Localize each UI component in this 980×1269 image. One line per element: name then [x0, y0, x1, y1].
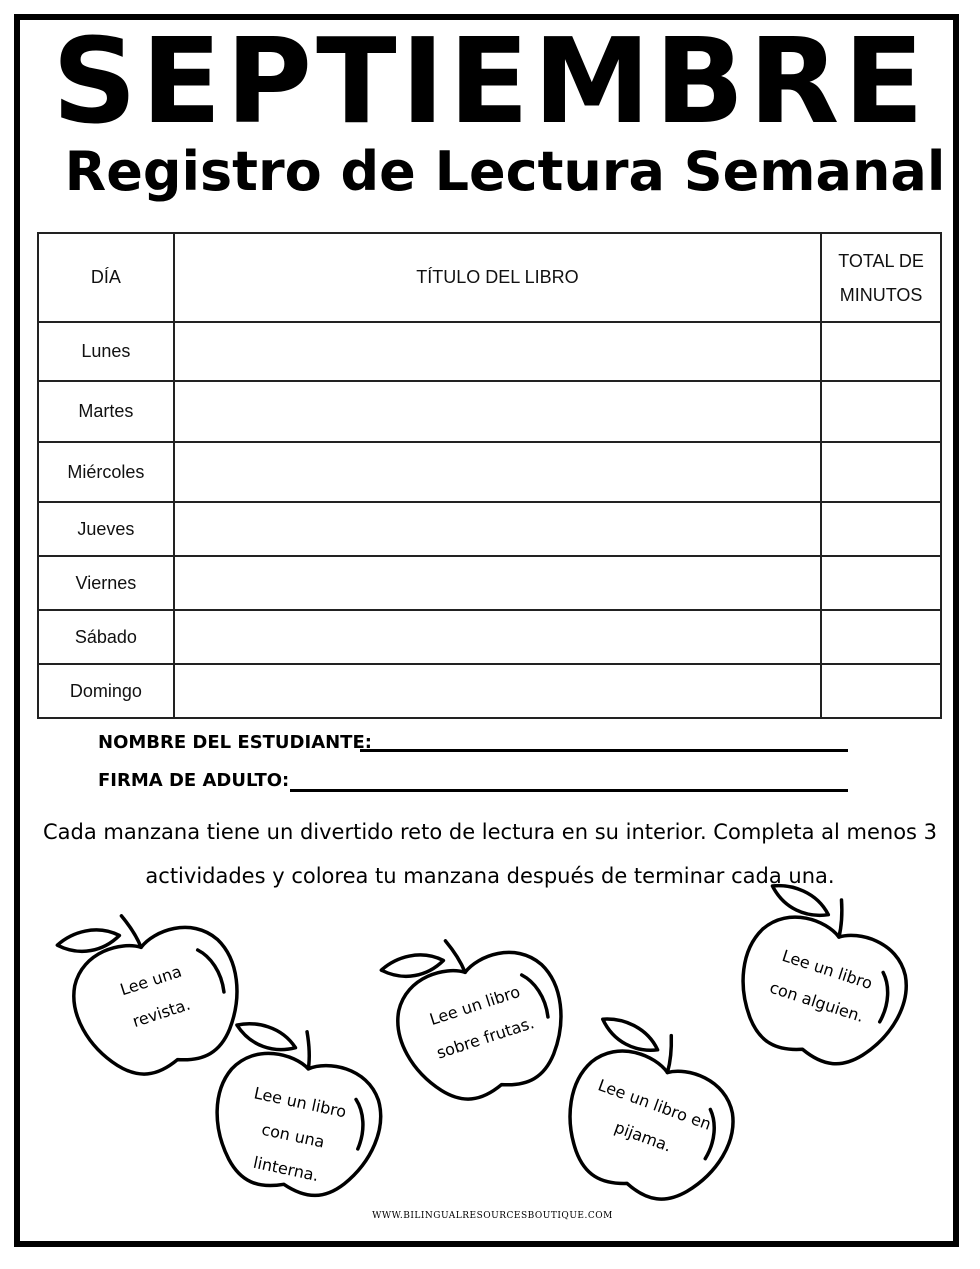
adult-signature-label: FIRMA DE ADULTO: — [98, 770, 290, 791]
minutes-cell[interactable] — [821, 664, 941, 718]
day-cell: Lunes — [38, 322, 174, 381]
table-row — [38, 502, 941, 556]
apple-challenge-text: Lee un libro con una linterna. — [251, 1083, 349, 1186]
minutes-cell[interactable] — [821, 556, 941, 610]
book-title-cell[interactable] — [174, 664, 821, 718]
apple-challenge-card[interactable] — [196, 1012, 403, 1215]
table-row — [38, 381, 941, 442]
table-row — [38, 664, 941, 718]
page-title: SEPTIEMBRE — [52, 12, 928, 150]
instructions-text: Cada manzana tiene un divertido reto de lectura en su interior. Completa al menos 3 actividades y colorea tu manzana después de terminar cada una. — [42, 820, 938, 888]
column-header-book-title: TÍTULO DEL LIBRO — [174, 233, 821, 322]
book-title-cell[interactable] — [174, 502, 821, 556]
column-header-day: DÍA — [38, 233, 174, 322]
apple-challenge-text: Lee una revista. — [117, 961, 193, 1032]
table-row — [38, 556, 941, 610]
book-title-cell[interactable] — [174, 381, 821, 442]
student-name-label: NOMBRE DEL ESTUDIANTE: — [98, 732, 372, 753]
apple-challenge-text: Lee un libro sobre frutas. — [427, 981, 537, 1063]
reading-log-table — [37, 232, 942, 719]
day-cell: Domingo — [38, 664, 174, 718]
book-title-cell[interactable] — [174, 556, 821, 610]
minutes-cell[interactable] — [821, 610, 941, 664]
minutes-cell[interactable] — [821, 322, 941, 381]
apple-challenge-text: Lee un libro con alguien. — [767, 946, 875, 1027]
adult-signature-line[interactable] — [290, 789, 848, 792]
minutes-cell[interactable] — [821, 502, 941, 556]
table-row — [38, 442, 941, 502]
book-title-cell[interactable] — [174, 322, 821, 381]
student-name-line[interactable] — [360, 749, 848, 752]
day-cell: Jueves — [38, 502, 174, 556]
table-header-row — [38, 233, 941, 322]
apple-challenge-text: Lee un libro en pijama. — [595, 1075, 714, 1156]
day-cell: Sábado — [38, 610, 174, 664]
book-title-cell[interactable] — [174, 442, 821, 502]
day-cell: Martes — [38, 381, 174, 442]
table-row — [38, 322, 941, 381]
table-row — [38, 610, 941, 664]
website-url: WWW.BILINGUALRESOURCESBOUTIQUE.COM — [372, 1211, 613, 1221]
page-subtitle: Registro de Lectura Semanal — [64, 140, 946, 203]
day-cell: Miércoles — [38, 442, 174, 502]
minutes-cell[interactable] — [821, 442, 941, 502]
book-title-cell[interactable] — [174, 610, 821, 664]
column-header-total-minutes: TOTAL DE MINUTOS — [821, 233, 941, 322]
day-cell: Viernes — [38, 556, 174, 610]
minutes-cell[interactable] — [821, 381, 941, 442]
